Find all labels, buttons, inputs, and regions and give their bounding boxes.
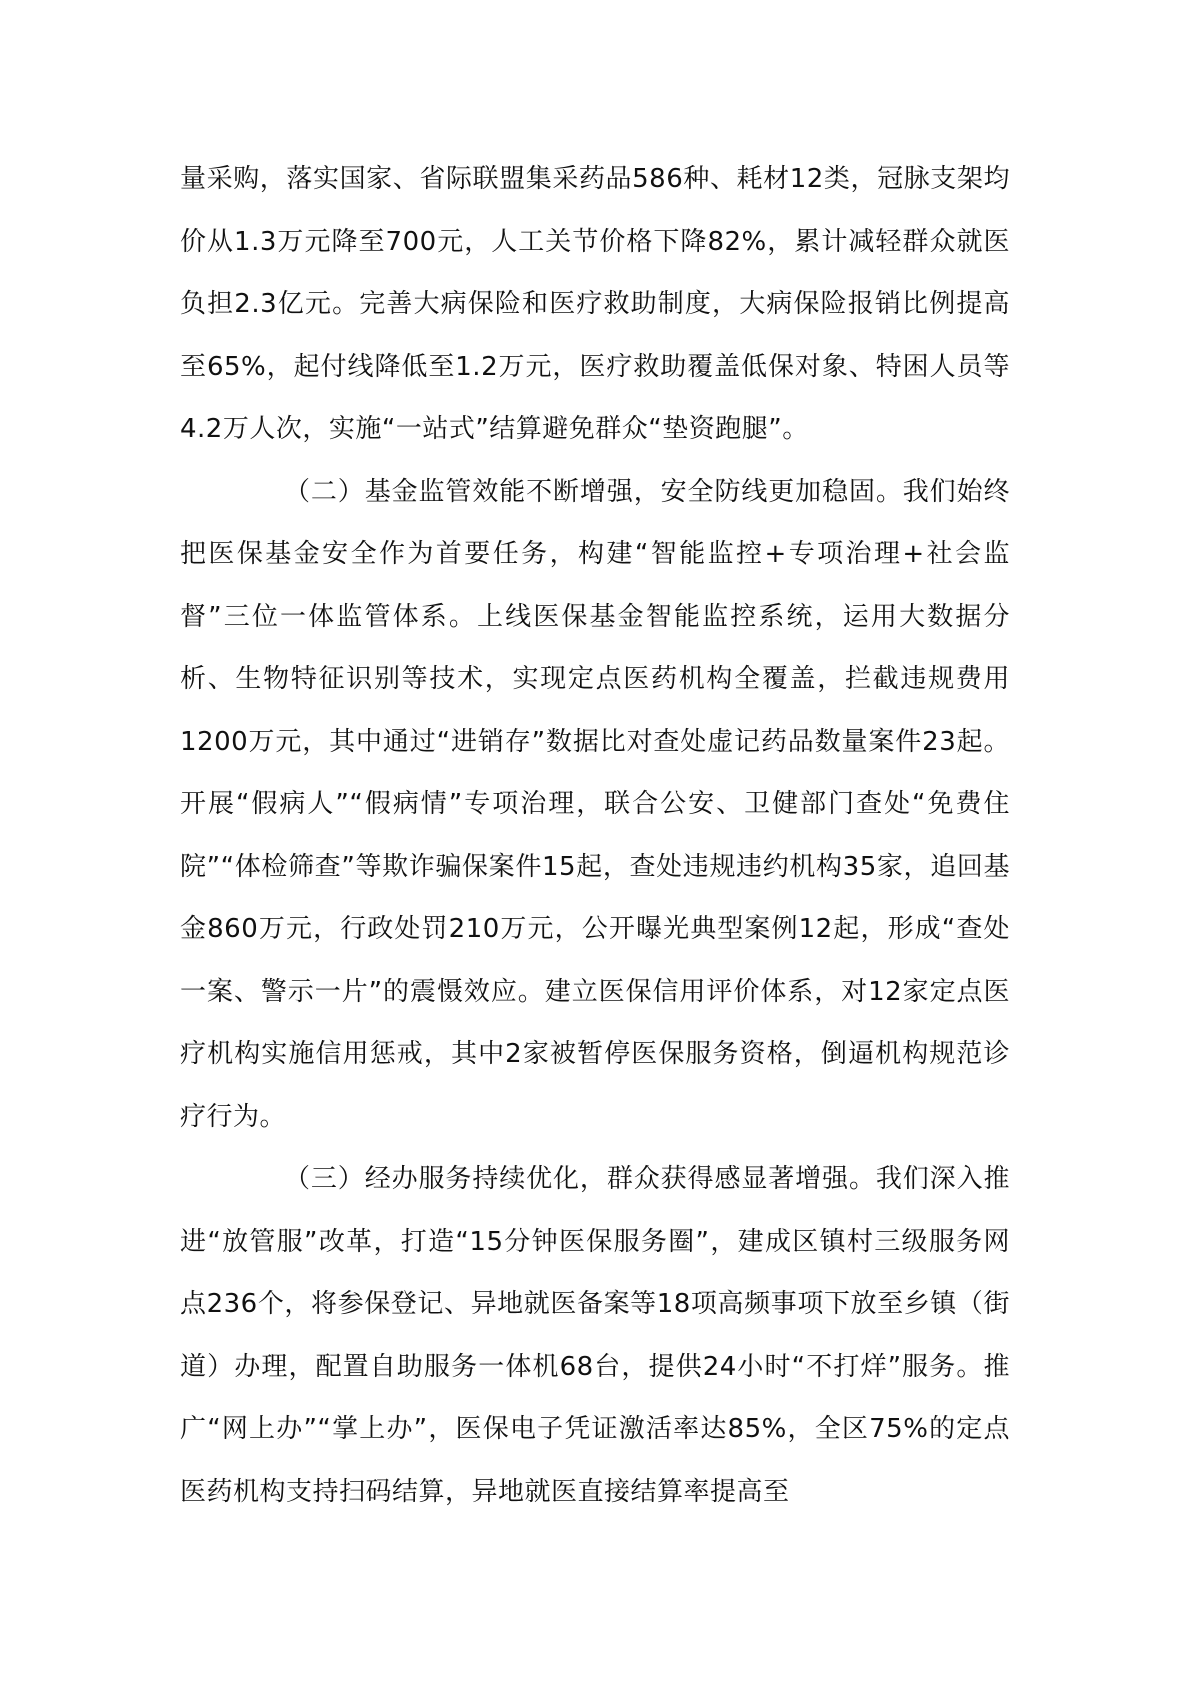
document-body (180, 148, 1010, 1523)
paragraph-3: （三）经办服务持续优化，群众获得感显著增强。我们深入推进“放管服”改革，打造“15分钟医保服务圈”，建成区镇村三级服务网点236个，将参保登记、异地就医备案等18项高频事项下放至乡镇（街道）办理，配置自助服务一体机68台，提供24小时“不打烊”服务。推广“网上办”“掌上办”，医保电子凭证激活率达85%，全区75%的定点医药机构支持扫码结算，异地就医直接结算率提高至 (180, 1164, 1010, 1507)
paragraph-2: （二）基金监管效能不断增强，安全防线更加稳固。我们始终把医保基金安全作为首要任务，构建“智能监控+专项治理+社会监督”三位一体监管体系。上线医保基金智能监控系统，运用大数据分析、生物特征识别等技术，实现定点医药机构全覆盖，拦截违规费用1200万元，其中通过“进销存”数据比对查处虚记药品数量案件23起。开展“假病人”“假病情”专项治理，联合公安、卫健部门查处“免费住院”“体检筛查”等欺诈骗保案件15起，查处违规违约机构35家，追回基金860万元，行政处罚210万元，公开曝光典型案例12起，形成“查处一案、警示一片”的震慑效应。建立医保信用评价体系，对12家定点医疗机构实施信用惩戒，其中2家被暂停医保服务资格，倒逼机构规范诊疗行为。 (180, 476, 1010, 1132)
paragraph-1: 量采购，落实国家、省际联盟集采药品586种、耗材12类，冠脉支架均价从1.3万元降至700元，人工关节价格下降82%，累计减轻群众就医负担2.3亿元。完善大病保险和医疗救助制度，大病保险报销比例提高至65%，起付线降低至1.2万元，医疗救助覆盖低保对象、特困人员等4.2万人次，实施“一站式”结算避免群众“垫资跑腿”。 (180, 164, 1010, 444)
